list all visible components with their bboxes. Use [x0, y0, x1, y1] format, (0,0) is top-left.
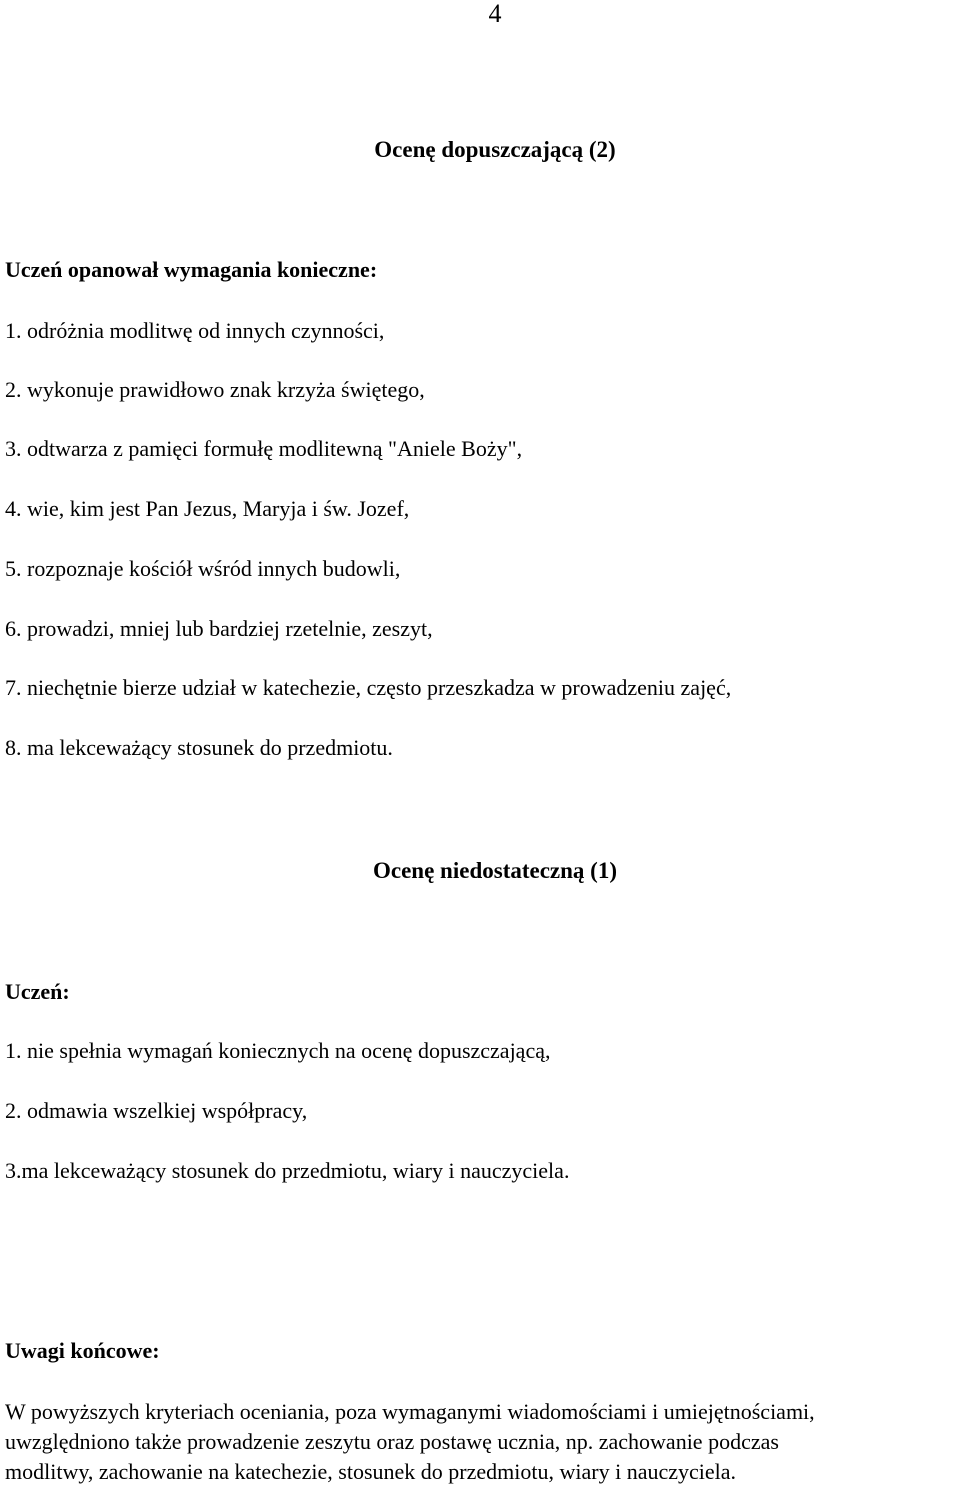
section-heading-uczen: Uczeń: [5, 979, 70, 1004]
list-item: 5. rozpoznaje kościół wśród innych budowli, [5, 556, 401, 581]
list-item: 3.ma lekceważący stosunek do przedmiotu, wiary i nauczyciela. [5, 1158, 570, 1183]
remarks-heading: Uwagi końcowe: [5, 1338, 160, 1363]
list-item: 8. ma lekceważący stosunek do przedmiotu. [5, 735, 393, 760]
list-item: 6. prowadzi, mniej lub bardziej rzetelnie, zeszyt, [5, 616, 433, 641]
remarks-line: modlitwy, zachowanie na katechezie, stosunek do przedmiotu, wiary i nauczyciela. [5, 1459, 737, 1484]
list-item: 1. odróżnia modlitwę od innych czynności, [5, 318, 385, 343]
list-item: 2. wykonuje prawidłowo znak krzyża świętego, [5, 377, 425, 402]
list-item: 1. nie spełnia wymagań koniecznych na ocenę dopuszczającą, [5, 1038, 551, 1063]
section-title-dopuszczajaca: Ocenę dopuszczającą (2) [374, 137, 616, 162]
list-item: 7. niechętnie bierze udział w katechezie, często przeszkadza w prowadzeniu zajęć, [5, 675, 732, 700]
remarks-line: W powyższych kryteriach oceniania, poza wymaganymi wiadomościami i umiejętnościami, [5, 1399, 815, 1424]
list-item: 4. wie, kim jest Pan Jezus, Maryja i św. Jozef, [5, 496, 410, 521]
page-number: 4 [488, 0, 502, 28]
section-heading-wymagania: Uczeń opanował wymagania konieczne: [5, 257, 378, 282]
section-title-niedostateczna: Ocenę niedostateczną (1) [373, 858, 617, 883]
list-item: 3. odtwarza z pamięci formułę modlitewną "Aniele Boży", [5, 436, 523, 461]
list-item: 2. odmawia wszelkiej współpracy, [5, 1098, 308, 1123]
remarks-line: uwzględniono także prowadzenie zeszytu oraz postawę ucznia, np. zachowanie podczas [5, 1429, 779, 1454]
